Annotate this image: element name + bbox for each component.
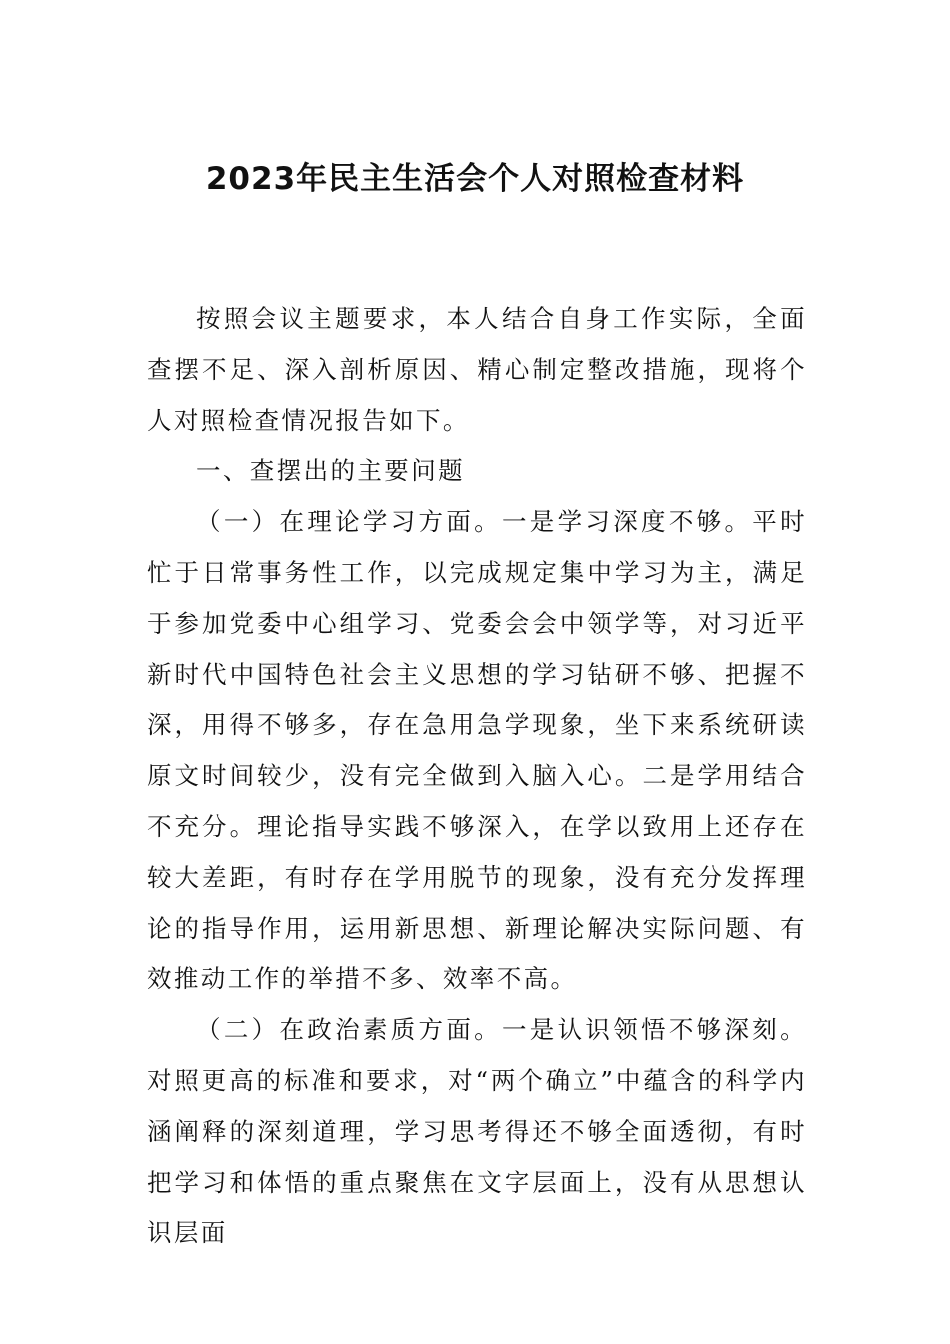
- section-heading-1: 一、查摆出的主要问题: [196, 456, 465, 486]
- paragraph-theory-study: （一）在理论学习方面。一是学习深度不够。平时忙于日常事务性工作，以完成规定集中学习为主，满足于参加党委中心组学习、党委会会中领学等，对习近平新时代中国特色社会主义思想的学习钻研不够、把握不深，用得不够多，存在急用急学现象，坐下来系统研读原文时间较少，没有完全做到入脑入心。二是学用结合不充分。理论指导实践不够深入，在学以致用上还存在较大差距，有时存在学用脱节的现象，没有充分发挥理论的指导作用，运用新思想、新理论解决实际问题、有效推动工作的举措不多、效率不高。: [147, 507, 807, 994]
- document-body: [147, 294, 807, 1259]
- document-title: 2023年民主生活会个人对照检查材料: [205, 161, 745, 197]
- intro-paragraph: 按照会议主题要求，本人结合自身工作实际，全面查摆不足、深入剖析原因、精心制定整改措施，现将个人对照检查情况报告如下。: [147, 304, 807, 435]
- paragraph-political-quality: （二）在政治素质方面。一是认识领悟不够深刻。对照更高的标准和要求，对“两个确立”中蕴含的科学内涵阐释的深刻道理，学习思考得还不够全面透彻，有时把学习和体悟的重点聚焦在文字层面上，没有从思想认识层面: [147, 1015, 807, 1248]
